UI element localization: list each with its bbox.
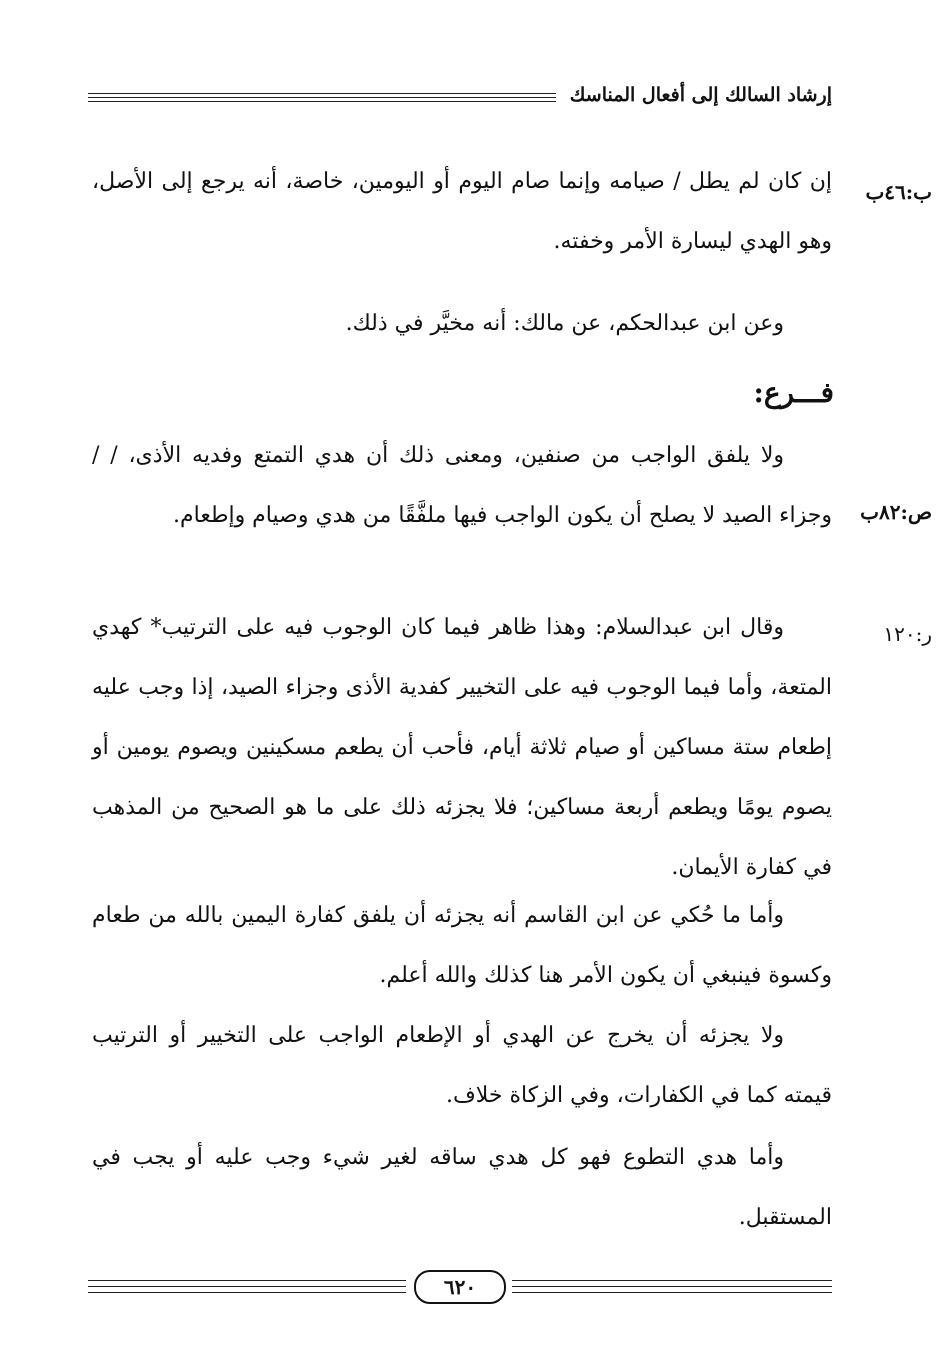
section-heading: فـــرع: <box>753 376 834 409</box>
paragraph: وقال ابن عبدالسلام: وهذا ظاهر فيما كان الوجوب فيه على الترتيب* كهدي المتعة، وأما فيما الوجوب فيه على التخيير كفدية الأذى وجزاء الصيد، إذا وجب عليه إطعام ستة مساكين أو صيام ثلاثة أيام، فأحب أن يطعم مسكينين ويصوم يومين أو يصوم يومًا ويطعم أربعة مساكين؛ فلا يجزئه ذلك على ما هو الصحيح من المذهب في كفارة الأيمان. <box>92 615 833 880</box>
paragraph: ولا يجزئه أن يخرج عن الهدي أو الإطعام الواجب على التخيير أو الترتيب قيمته كما في الكفارات، وفي الزكاة خلاف. <box>92 1023 832 1108</box>
book-title: إرشاد السالك إلى أفعال المناسك <box>569 84 832 106</box>
footer-rule <box>512 1286 832 1287</box>
paragraph: إن كان لم يطل / صيامه وإنما صام اليوم أو اليومين، خاصة، أنه يرجع إلى الأصل، وهو الهدي ليسارة الأمر وخفته. <box>92 169 832 254</box>
margin-reference: ص:٨٢ب <box>860 500 932 524</box>
footer-rule <box>88 1280 406 1281</box>
page-footer <box>88 1268 832 1308</box>
page-number: ٦٢٠ <box>414 1270 506 1304</box>
paragraph: وأما ما حُكي عن ابن القاسم أنه يجزئه أن يلفق كفارة اليمين بالله من طعام وكسوة فينبغي أن يكون الأمر هنا كذلك والله أعلم. <box>92 903 832 988</box>
paragraph: ولا يلفق الواجب من صنفين، ومعنى ذلك أن هدي التمتع وفديه الأذى، / /وجزاء الصيد لا يصلح أن يكون الواجب فيها ملفَّقًا من هدي وصيام وإطعام. <box>92 443 832 528</box>
margin-reference: ب:٤٦ب <box>865 180 932 204</box>
margin-reference: ر:١٢٠ <box>883 622 932 646</box>
footer-rule <box>88 1292 406 1293</box>
footer-rule <box>512 1280 832 1281</box>
footer-rule <box>88 1286 406 1287</box>
header-rule <box>88 97 556 98</box>
header-rule <box>88 93 556 94</box>
paragraph: وعن ابن عبدالحكم، عن مالك: أنه مخيَّر في ذلك. <box>345 311 784 336</box>
running-header <box>88 84 832 114</box>
header-rule <box>88 101 556 102</box>
footer-rule <box>512 1292 832 1293</box>
paragraph: وأما هدي التطوع فهو كل هدي ساقه لغير شيء وجب عليه أو يجب في المستقبل. <box>92 1145 832 1230</box>
